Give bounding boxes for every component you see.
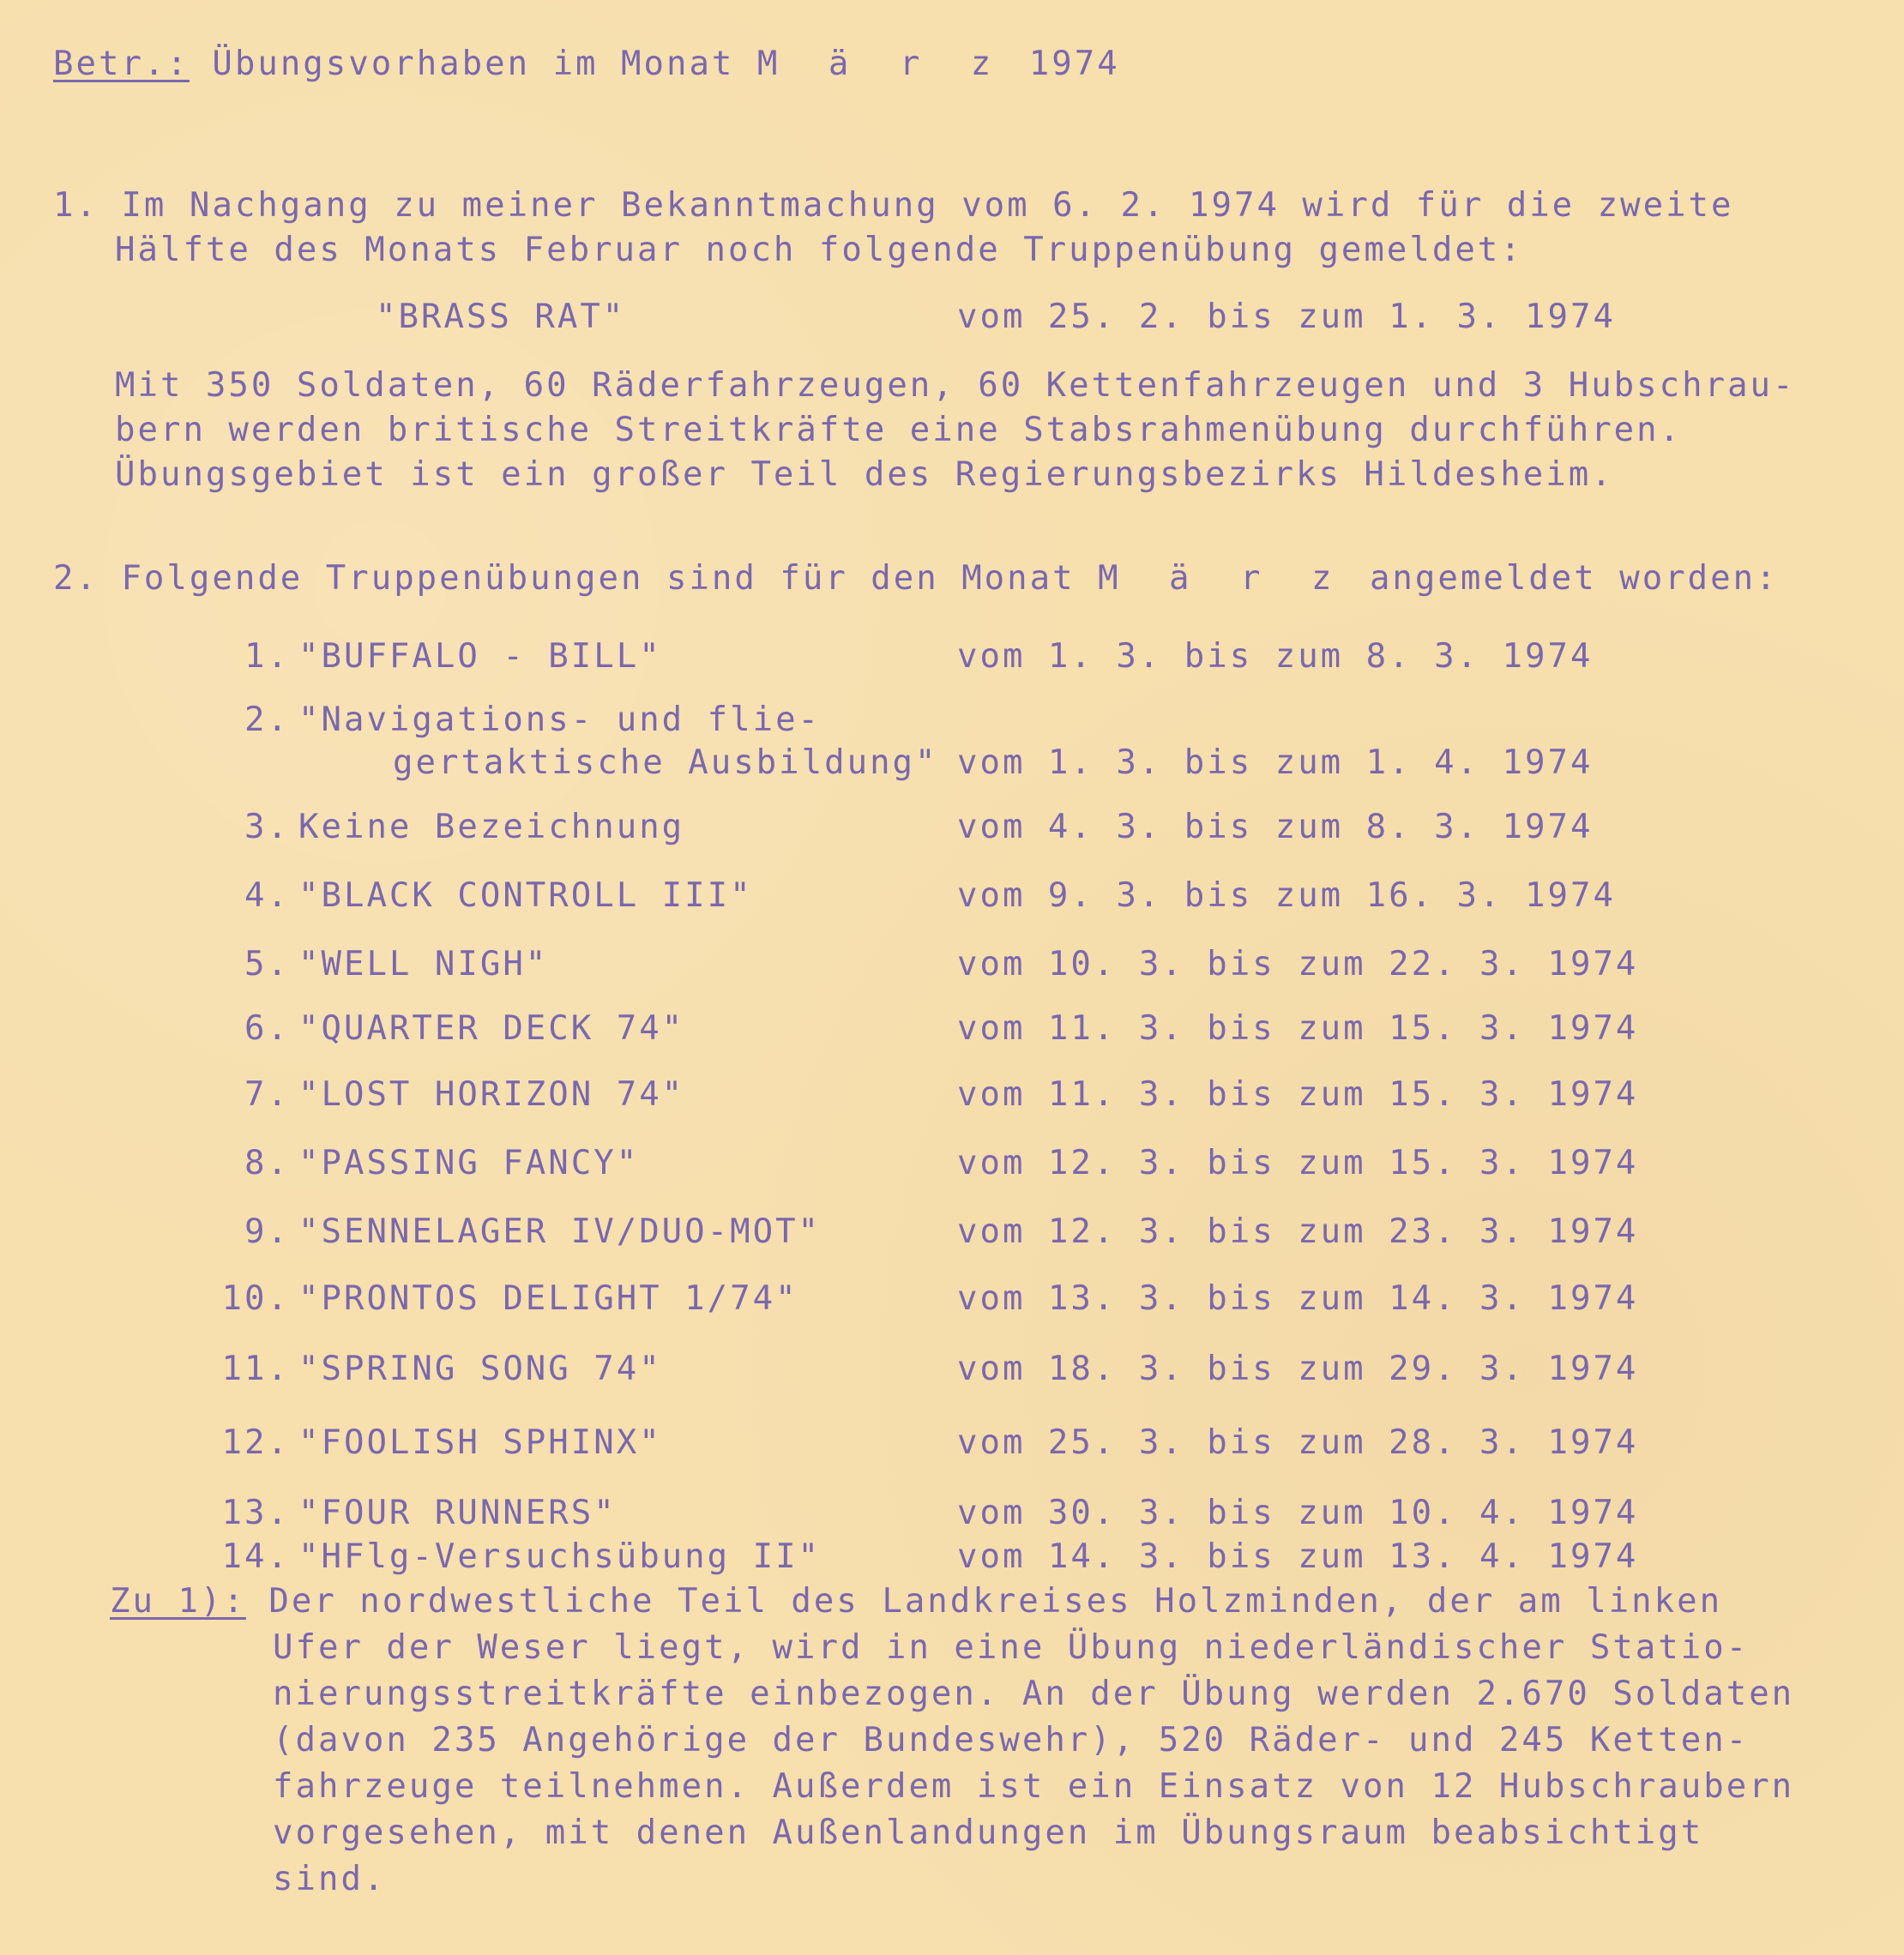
- exercise-name: "FOOLISH SPHINX": [298, 1423, 662, 1462]
- exercise-name: "PASSING FANCY": [298, 1144, 640, 1182]
- exercise-name: "Navigations- und flie-: [298, 701, 822, 739]
- subject-text: Übungsvorhaben im Monat: [212, 45, 735, 83]
- exercise-row: [204, 810, 1662, 851]
- exercise-number: 13.: [221, 1494, 290, 1532]
- exercise-dates: vom 12. 3. bis zum 15. 3. 1974: [957, 1144, 1639, 1182]
- note-label: Zu 1):: [110, 1582, 246, 1621]
- exercise-dates: vom 11. 3. bis zum 15. 3. 1974: [957, 1009, 1639, 1048]
- exercise-row: [204, 1352, 1662, 1393]
- section1-desc3: Übungsgebiet ist ein großer Teil des Regierungsbezirks Hildesheim.: [115, 455, 1614, 494]
- section2-heading-start: 2. Folgende Truppenübungen sind für den Monat: [53, 559, 1076, 598]
- exercise-number: 11.: [221, 1350, 290, 1388]
- exercise-name: "BUFFALO - BILL": [298, 637, 662, 676]
- exercise-dates: vom 9. 3. bis zum 16. 3. 1974: [957, 876, 1616, 915]
- exercise-row: [204, 1537, 1662, 1581]
- exercise-name: "FOUR RUNNERS": [298, 1494, 617, 1532]
- exercise-number: 12.: [221, 1423, 290, 1462]
- exercise-row: [204, 1496, 1662, 1537]
- exercise-row: [204, 637, 1662, 681]
- exercise-name: "WELL NIGH": [298, 945, 549, 984]
- section1-line1: 1. Im Nachgang zu meiner Bekanntmachung vom 6. 2. 1974 wird für die zweite: [53, 186, 1734, 225]
- section2-heading: [53, 559, 1779, 598]
- note-line6: vorgesehen, mit denen Außenlandungen im Übungsraum beabsichtigt: [273, 1814, 1704, 1852]
- exercise-number: 14.: [221, 1537, 290, 1576]
- subject-label: Betr.:: [53, 45, 190, 83]
- exercise-row: [204, 876, 1662, 920]
- subject-year: 1974: [1028, 45, 1120, 83]
- exercise-name: Keine Bezeichnung: [298, 808, 685, 846]
- note-line3: nierungsstreitkräfte einbezogen. An der Übung werden 2.670 Soldaten: [273, 1675, 1795, 1713]
- exercise-number: 8.: [244, 1144, 290, 1182]
- exercise-name: "BLACK CONTROLL III": [298, 876, 753, 915]
- exercise-row: [204, 1075, 1662, 1119]
- section2-heading-month: M ä r z: [1098, 559, 1347, 598]
- exercise-dates: vom 11. 3. bis zum 15. 3. 1974: [957, 1075, 1639, 1114]
- exercise-name: "HFlg-Versuchsübung II": [298, 1537, 822, 1576]
- exercise-row: [204, 1212, 1662, 1256]
- exercise-number: 5.: [244, 945, 290, 984]
- exercise-number: 1.: [244, 637, 290, 676]
- exercise-number: 9.: [244, 1212, 290, 1251]
- section2-heading-end: angemeldet worden:: [1369, 559, 1779, 598]
- exercise-name: "SPRING SONG 74": [298, 1350, 662, 1388]
- exercise-dates: vom 1. 3. bis zum 8. 3. 1974: [957, 637, 1594, 676]
- section1-desc1: Mit 350 Soldaten, 60 Räderfahrzeugen, 60 Kettenfahrzeugen und 3 Hubschrau-: [115, 366, 1796, 405]
- exercise-row: [204, 1423, 1662, 1467]
- exercise-dates: vom 25. 3. bis zum 28. 3. 1974: [957, 1423, 1639, 1462]
- exercise-number: 10.: [221, 1279, 290, 1318]
- exercise-name: "SENNELAGER IV/DUO-MOT": [298, 1212, 822, 1251]
- exercise-number: 3.: [244, 808, 290, 846]
- exercise-row: [204, 703, 1662, 744]
- exercise-number: 4.: [244, 876, 290, 915]
- exercise-row: [204, 947, 1662, 989]
- exercise-name: "LOST HORIZON 74": [298, 1075, 685, 1114]
- exercise-number: 7.: [244, 1075, 290, 1114]
- subject-line: [53, 47, 1120, 81]
- exercise-number: 6.: [244, 1009, 290, 1048]
- note-line1: [110, 1582, 1723, 1621]
- exercise-name: "QUARTER DECK 74": [298, 1009, 685, 1048]
- exercise-name: "PRONTOS DELIGHT 1/74": [298, 1279, 798, 1318]
- exercise-name-continuation: gertaktische Ausbildung": [393, 743, 938, 782]
- section1-exercise-name: "BRASS RAT": [376, 298, 626, 336]
- note-line2: Ufer der Weser liegt, wird in eine Übung niederländischer Statio-: [273, 1628, 1750, 1667]
- subject-month: M ä r z: [756, 45, 1007, 83]
- exercise-dates: vom 14. 3. bis zum 13. 4. 1974: [957, 1537, 1639, 1576]
- exercise-dates: vom 12. 3. bis zum 23. 3. 1974: [957, 1212, 1639, 1251]
- exercise-number: 2.: [244, 701, 290, 739]
- exercise-dates: vom 30. 3. bis zum 10. 4. 1974: [957, 1494, 1639, 1532]
- exercise-row: [204, 1146, 1662, 1188]
- exercise-dates: vom 4. 3. bis zum 8. 3. 1974: [957, 808, 1594, 846]
- note-line7: sind.: [273, 1860, 387, 1898]
- note-line4: (davon 235 Angehörige der Bundeswehr), 520 Räder- und 245 Ketten-: [273, 1721, 1750, 1760]
- note-text-line1: Der nordwestliche Teil des Landkreises Holzminden, der am linken: [268, 1582, 1723, 1621]
- note-line5: fahrzeuge teilnehmen. Außerdem ist ein Einsatz von 12 Hubschraubern: [273, 1767, 1795, 1806]
- section1-desc2: bern werden britische Streitkräfte eine Stabsrahmenübung durchführen.: [115, 411, 1683, 449]
- exercise-dates: vom 13. 3. bis zum 14. 3. 1974: [957, 1279, 1639, 1318]
- exercise-dates: vom 10. 3. bis zum 22. 3. 1974: [957, 945, 1639, 984]
- section1-exercise-dates: vom 25. 2. bis zum 1. 3. 1974: [957, 298, 1616, 336]
- section1-line2: Hälfte des Monats Februar noch folgende Truppenübung gemeldet:: [115, 231, 1523, 269]
- exercise-dates: vom 18. 3. bis zum 29. 3. 1974: [957, 1350, 1639, 1388]
- exercise-row: [204, 1279, 1662, 1323]
- exercise-dates: vom 1. 3. bis zum 1. 4. 1974: [957, 743, 1594, 782]
- exercise-row: [204, 1009, 1662, 1053]
